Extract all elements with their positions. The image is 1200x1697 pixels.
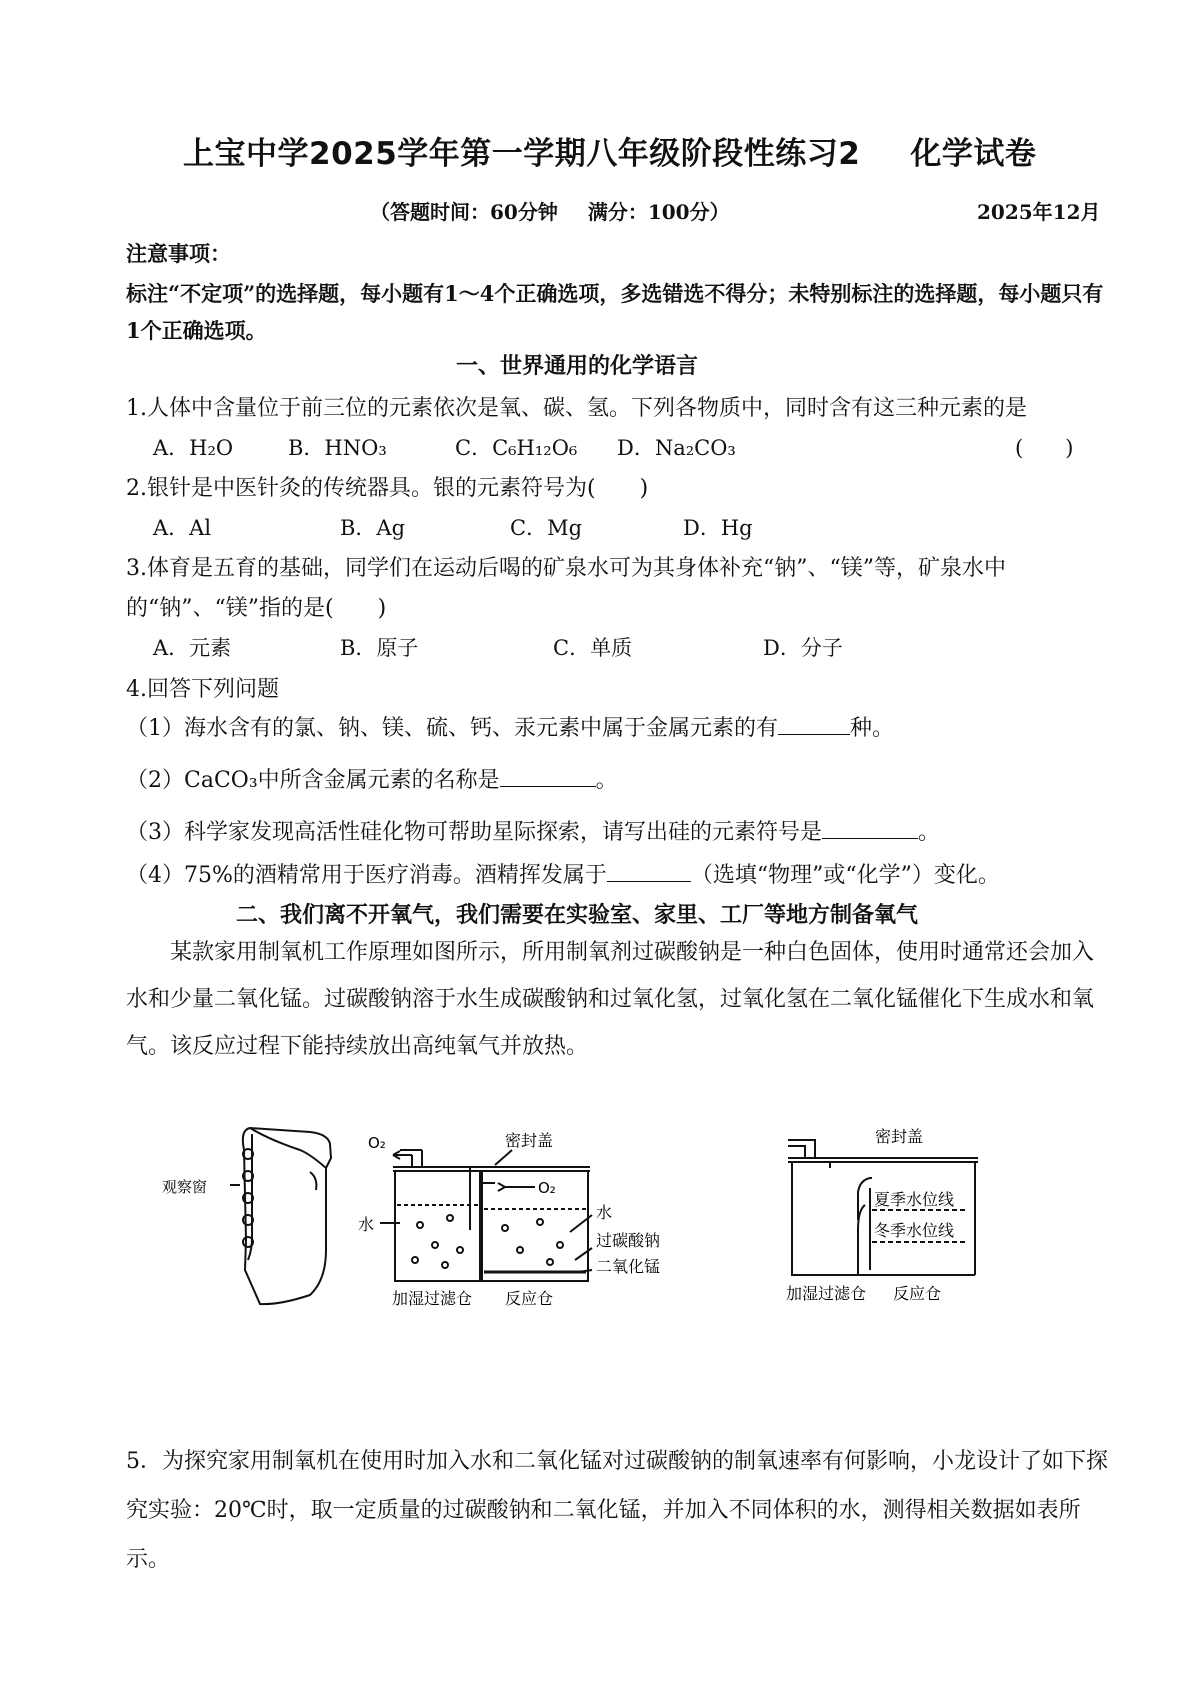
q1-option-d: D．Na₂CO₃ (617, 436, 736, 460)
winter-level-label: 冬季水位线 (874, 1221, 955, 1240)
lid-label: 密封盖 (505, 1131, 554, 1150)
machine-section-drawing (380, 1150, 592, 1281)
paper-title (183, 128, 1036, 173)
q4-part3 (126, 815, 940, 846)
q5-text: 5．为探究家用制氧机在使用时加入水和二氧化锰对过碳酸钠的制氧速率有何影响，小龙设计了如下探究实验：20℃时，取一定质量的过碳酸钠和二氧化锰，并加入不同体积的水，测得相关数据如表所示。 (126, 1449, 1109, 1572)
o2-internal-label: O₂ (538, 1179, 556, 1197)
percarbonate-label: 过碳酸钠 (596, 1231, 661, 1250)
q4-part3-suffix: 。 (918, 820, 941, 845)
lid-label-right: 密封盖 (875, 1127, 924, 1146)
q4-part2 (126, 763, 618, 794)
window-label: 观察窗 (162, 1178, 208, 1196)
q4-part1-text: （1）海水含有的氯、钠、镁、硫、钙、汞元素中属于金属元素的有 (126, 716, 778, 741)
q2-stem: 2.银针是中医针灸的传统器具。银的元素符号为( ) (126, 476, 649, 501)
exam-score: 满分：100分） (587, 200, 730, 224)
q1-answer-paren: ( ) (1015, 436, 1074, 460)
q2-option-d: D．Hg (683, 516, 753, 540)
humid-chamber-label: 加湿过滤仓 (392, 1289, 473, 1308)
notice-text: 标注“不定项”的选择题，每小题有1～4个正确选项，多选错选不得分；未特别标注的选择题，每小题只有1个正确选项。 (126, 281, 1104, 343)
reaction-chamber-label: 反应仓 (505, 1289, 554, 1308)
q3-option-c: C．单质 (553, 636, 633, 660)
o2-outlet-label: O₂ (368, 1134, 386, 1152)
exam-info (370, 196, 730, 225)
q3-stem-line1: 3.体育是五育的基础，同学们在运动后喝的矿泉水可为其身体补充“钠”、“镁”等，矿泉水中 (126, 556, 1006, 581)
machine-exterior-drawing (230, 1128, 331, 1304)
q4-part3-text: （3）科学家发现高活性硅化物可帮助星际探索，请写出硅的元素符号是 (126, 820, 822, 845)
q1-stem: 1.人体中含量位于前三位的元素依次是氧、碳、氢。下列各物质中，同时含有这三种元素的是 (126, 396, 1027, 421)
answer-blank[interactable] (500, 768, 596, 787)
notice-heading: 注意事项： (126, 241, 231, 266)
q3-stem-line2: 的“钠”、“镁”指的是( ) (126, 596, 387, 621)
q3-option-d: D．分子 (763, 636, 843, 660)
section2-title: 二、我们离不开氧气，我们需要在实验室、家里、工厂等地方制备氧气 (236, 902, 919, 928)
q3-option-b: B．原子 (340, 636, 419, 660)
exam-time: （答题时间：60分钟 (370, 200, 558, 224)
q4-part4-suffix: （选填“物理”或“化学”）变化。 (690, 863, 1000, 888)
q1-option-b: B．HNO₃ (288, 436, 387, 460)
q4-part1 (126, 711, 894, 742)
q1-option-a: A．H₂O (153, 436, 234, 460)
q2-option-b: B．Ag (340, 516, 406, 540)
answer-blank[interactable] (778, 716, 850, 735)
q1-option-c: C．C₆H₁₂O₆ (455, 436, 578, 460)
exam-date: 2025年12月 (977, 200, 1101, 224)
answer-blank[interactable] (822, 820, 918, 839)
intro-paragraph: 某款家用制氧机工作原理如图所示，所用制氧剂过碳酸钠是一种白色固体，使用时通常还会加入水和少量二氧化锰。过碳酸钠溶于水生成碳酸钠和过氧化氢，过氧化氢在二氧化锰催化下生成水和氧气。该反应过程下能持续放出高纯氧气并放热。 (126, 940, 1095, 1059)
q3-option-a: A．元素 (153, 636, 232, 660)
title-main: 上宝中学2025学年第一学期八年级阶段性练习2 (183, 136, 861, 172)
title-subject: 化学试卷 (910, 136, 1037, 172)
reaction-chamber-right-label: 反应仓 (893, 1284, 942, 1303)
q4-part1-suffix: 种。 (850, 716, 895, 741)
water-label-left: 水 (358, 1215, 375, 1234)
q2-option-a: A．Al (153, 516, 212, 540)
q4-part4-text: （4）75%的酒精常用于医疗消毒。酒精挥发属于 (126, 863, 607, 888)
mno2-label: 二氧化锰 (596, 1257, 661, 1276)
q4-part2-suffix: 。 (595, 768, 618, 793)
summer-level-label: 夏季水位线 (874, 1190, 955, 1209)
section1-title: 一、世界通用的化学语言 (456, 353, 699, 379)
oxygen-machine-figure (160, 1110, 1060, 1320)
q4-part2-text: （2）CaCO₃中所含金属元素的名称是 (126, 768, 500, 793)
water-label-right: 水 (596, 1203, 613, 1222)
q4-stem: 4.回答下列问题 (126, 677, 279, 702)
humid-chamber-right-label: 加湿过滤仓 (786, 1284, 867, 1303)
answer-blank[interactable] (607, 863, 691, 882)
q4-part4 (126, 858, 1000, 889)
q2-option-c: C．Mg (510, 516, 583, 540)
